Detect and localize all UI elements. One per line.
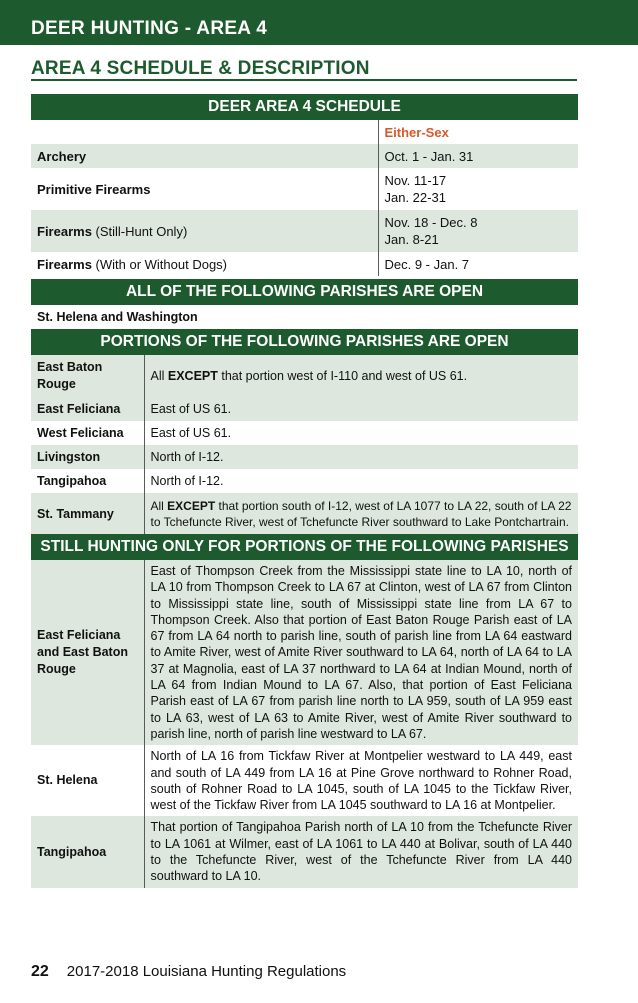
portions-open-block	[31, 329, 578, 535]
table-row: West Feliciana East of US 61.	[31, 421, 578, 445]
schedule-title: DEER AREA 4 SCHEDULE	[31, 94, 578, 120]
season-name: Archery	[37, 148, 87, 164]
schedule-block	[31, 94, 578, 276]
season-name: Firearms	[37, 256, 92, 272]
all-open-title: ALL OF THE FOLLOWING PARISHES ARE OPEN	[31, 279, 578, 305]
parish-description: That portion of Tangipahoa Parish north of LA 10 from the Tchefuncte River to LA 1061 at Wilmer, east of LA 1061 to LA 440 at Bolivar, south of LA 440 to the Tchefuncte River, west of the Tchefuncte River from LA 440 southward to LA 10.	[150, 820, 572, 884]
season-note: (With or Without Dogs)	[91, 256, 228, 272]
parish-name: Tangipahoa	[31, 469, 144, 493]
parish-name: East Feliciana and East Baton Rouge	[31, 560, 144, 745]
still-hunting-block	[31, 534, 578, 888]
season-name: Firearms	[37, 223, 92, 239]
schedule-header-row	[31, 120, 578, 144]
parish-name: Tangipahoa	[31, 816, 144, 887]
table-row	[31, 816, 578, 887]
still-hunting-table	[31, 560, 578, 888]
portions-open-table	[31, 355, 578, 535]
all-open-block	[31, 279, 578, 330]
table-row: St. Tammany All EXCEPT that portion south of I-12, west of LA 1077 to LA 22, south of LA 22 to Tchefuncte River, west of Tchefuncte River southward to Lake Pontchartrain.	[31, 493, 578, 535]
parish-description: East of Thompson Creek from the Mississippi state line to LA 10, north of LA 10 from Thompson Creek to LA 67 at Clinton, west of LA 67 from Clinton to Mississippi state line, south of Mississippi state line from LA 67 to Thompson Creek. Also that portion of East Baton Rouge Parish east of LA 67 from LA 64 north to parish line, south of parish line from LA 64 eastward to Amite River, west of Amite River southward to LA 64, north of LA 64 to LA 37 at Magnolia, east of LA 37 northward to LA 64 at Indian Mound, north of LA 64 from Indian Mound to LA 67. Also, that portion of East Feliciana Parish east of LA 67 from parish line north to LA 959, south of LA 959 east to LA 63, west of LA 63 to Amite River, west of Amite River southward to parish line, north of parish line westward to LA 67.	[150, 564, 572, 741]
table-row	[31, 745, 578, 816]
parish-name: St. Helena	[31, 745, 144, 816]
table-row	[31, 560, 578, 745]
schedule-table	[31, 120, 578, 276]
parish-name: St. Tammany	[31, 493, 144, 535]
parish-name: East Baton Rouge	[31, 355, 144, 397]
table-row: East Feliciana East of US 61.	[31, 397, 578, 421]
parish-name: East Feliciana	[31, 397, 144, 421]
section-title: AREA 4 SCHEDULE & DESCRIPTION	[31, 58, 577, 81]
table-row	[31, 144, 578, 168]
all-open-parishes: St. Helena and Washington	[37, 310, 198, 324]
season-dates: Oct. 1 - Jan. 31	[384, 148, 474, 164]
season-dates: Nov. 18 - Dec. 8	[384, 215, 478, 230]
publication-title: 2017-2018 Louisiana Hunting Regulations	[66, 963, 347, 980]
table-row: Tangipahoa North of I-12.	[31, 469, 578, 493]
page-number: 22	[31, 963, 49, 980]
still-hunting-title: STILL HUNTING ONLY FOR PORTIONS OF THE FOLLOWING PARISHES	[31, 534, 578, 560]
season-note: (Still-Hunt Only)	[91, 223, 188, 239]
page-header	[0, 0, 638, 45]
table-row: Livingston North of I-12.	[31, 445, 578, 469]
page-header-title: DEER HUNTING - AREA 4	[31, 18, 268, 39]
season-dates: Jan. 8-21	[384, 232, 439, 247]
season-name: Primitive Firearms	[37, 181, 151, 197]
season-dates: Nov. 11-17	[384, 173, 447, 188]
season-dates: Jan. 22-31	[384, 190, 446, 205]
season-dates: Dec. 9 - Jan. 7	[384, 256, 470, 272]
portions-open-title: PORTIONS OF THE FOLLOWING PARISHES ARE OPEN	[31, 329, 578, 355]
parish-name: Livingston	[31, 445, 144, 469]
table-row	[31, 168, 578, 210]
parish-name: West Feliciana	[31, 421, 144, 445]
page-footer	[31, 963, 346, 981]
parish-description: North of LA 16 from Tickfaw River at Montpelier westward to LA 449, east and south of LA 449 from LA 16 at Pine Grove northward to Rohner Road, south of Rohner Road to LA 1045, south of LA 1045 to the Tickfaw River, west of the Tickfaw River from LA 1045 southward to LA 16 at Montpelier.	[150, 749, 572, 813]
table-row	[31, 210, 578, 252]
table-row: East Baton Rouge All EXCEPT that portion west of I-110 and west of US 61.	[31, 355, 578, 397]
either-sex-header: Either-Sex	[384, 124, 449, 140]
table-row	[31, 252, 578, 276]
